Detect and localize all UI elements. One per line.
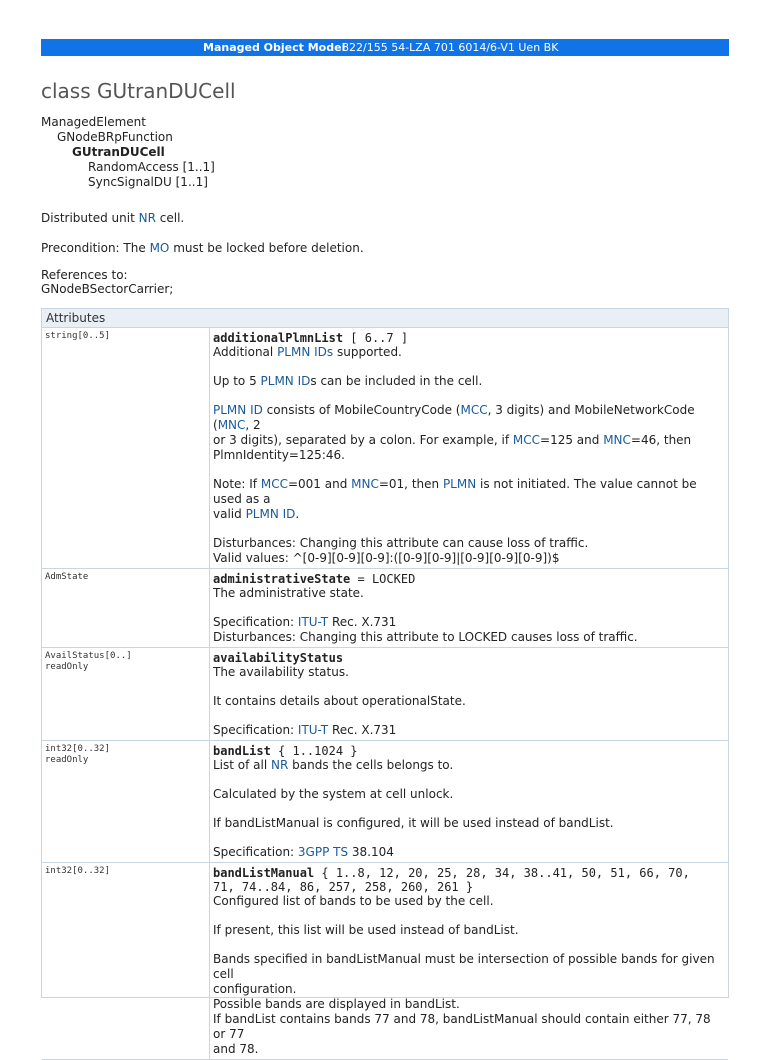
abbrev-link[interactable]: MNC — [603, 433, 631, 447]
text-line: If bandListManual is configured, it will be used instead of bandList. — [213, 816, 614, 830]
text-line — [213, 403, 722, 433]
text-line: configuration. — [213, 982, 297, 996]
text: =01, then — [378, 477, 443, 491]
text: Specification: — [213, 723, 298, 737]
text: =46, then — [630, 433, 692, 447]
attribute-type — [42, 863, 210, 1059]
text-line: Possible bands are displayed in bandList. — [213, 997, 460, 1011]
attribute-type — [42, 741, 210, 862]
text: Distributed unit — [41, 211, 139, 225]
attribute-default: = LOCKED — [350, 572, 416, 586]
attribute-signature — [213, 572, 722, 586]
table-row — [42, 648, 728, 741]
text: Additional — [213, 345, 278, 359]
type-text: string[0..5] — [45, 331, 111, 341]
text: List of all — [213, 758, 272, 772]
text: Precondition: The — [41, 241, 150, 255]
references-label: References to: — [41, 268, 128, 282]
text: , 3 digits) and MobileNetworkCode ( — [213, 403, 695, 432]
type-modifier: readOnly — [45, 662, 89, 672]
table-row — [42, 741, 728, 863]
text-line: Valid values: ^[0-9][0-9][0-9]:([0-9][0-9]|[0-9][0-9][0-9])$ — [213, 551, 560, 565]
text-line — [213, 723, 722, 738]
text: is not initiated. The value cannot be used as a — [213, 477, 697, 506]
page-title: class GUtranDUCell — [41, 79, 236, 103]
text-line — [213, 615, 722, 630]
text-line: It contains details about operationalState. — [213, 694, 466, 708]
text: Note: If — [213, 477, 261, 491]
text-line — [213, 845, 722, 860]
references-value[interactable]: GNodeBSectorCarrier; — [41, 282, 174, 296]
text-line — [213, 507, 722, 522]
abbrev-link[interactable]: PLMN IDs — [277, 345, 334, 359]
attribute-range: [ 6..7 ] — [343, 331, 409, 345]
abbrev-link[interactable]: MCC — [260, 477, 288, 491]
attribute-signature — [213, 651, 722, 665]
type-text[interactable]: AvailStatus[0..] — [45, 651, 132, 661]
attribute-name: availabilityStatus — [213, 651, 344, 665]
text: =125 and — [540, 433, 604, 447]
text: =001 and — [287, 477, 352, 491]
text: supported. — [333, 345, 402, 359]
attribute-description — [210, 328, 728, 568]
text: valid — [213, 507, 246, 521]
attribute-type — [42, 328, 210, 568]
attribute-name: administrativeState — [213, 572, 351, 586]
text: 38.104 — [348, 845, 394, 859]
text: or 3 digits), separated by a colon. For example, if — [213, 433, 513, 447]
hierarchy-item[interactable]: ManagedElement — [41, 115, 146, 129]
banner-title: Managed Object Model — [203, 41, 346, 54]
table-row — [42, 328, 728, 569]
attribute-description — [210, 648, 728, 740]
abbrev-link[interactable]: NR — [271, 758, 289, 772]
attribute-signature — [213, 744, 722, 758]
hierarchy-item[interactable]: RandomAccess [1..1] — [88, 160, 215, 174]
banner-doc-number: 822/155 54-LZA 701 6014/6-V1 Uen BK — [342, 41, 559, 54]
abbrev-link[interactable]: MCC — [460, 403, 488, 417]
text: . — [295, 507, 300, 521]
type-modifier: readOnly — [45, 755, 89, 765]
text-line: If bandList contains bands 77 and 78, bandListManual should contain either 77, 78 or 77 — [213, 1012, 711, 1041]
text: Specification: — [213, 615, 298, 629]
abbrev-link[interactable]: ITU-T — [297, 723, 329, 737]
text: must be locked before deletion. — [169, 241, 364, 255]
attribute-name: bandList — [213, 744, 271, 758]
abbrev-link[interactable]: PLMN ID — [213, 403, 263, 417]
attribute-range: 71, 74..84, 86, 257, 258, 260, 261 } — [213, 880, 474, 894]
text-line: Disturbances: Changing this attribute can cause loss of traffic. — [213, 536, 589, 550]
text-line: The administrative state. — [213, 586, 364, 600]
description — [41, 211, 184, 226]
text: Rec. X.731 — [328, 723, 397, 737]
attribute-name: additionalPlmnList — [213, 331, 344, 345]
hierarchy-item[interactable]: GNodeBRpFunction — [57, 130, 173, 144]
text: cell. — [155, 211, 185, 225]
text-line — [213, 345, 722, 360]
abbrev-link[interactable]: MO — [149, 241, 170, 255]
text-line: PlmnIdentity=125:46. — [213, 448, 345, 462]
type-text: int32[0..32] — [45, 866, 111, 876]
text: bands the cells belongs to. — [288, 758, 454, 772]
abbrev-link[interactable]: PLMN ID — [260, 374, 311, 388]
text-line: Configured list of bands to be used by the cell. — [213, 894, 494, 908]
text: s can be included in the cell. — [310, 374, 483, 388]
precondition — [41, 241, 364, 256]
abbrev-link[interactable]: PLMN — [442, 477, 477, 491]
text: , 2 — [245, 418, 261, 432]
attribute-description — [210, 569, 728, 647]
abbrev-link[interactable]: ITU-T — [297, 615, 329, 629]
text-line: Calculated by the system at cell unlock. — [213, 787, 454, 801]
text-line: If present, this list will be used instead of bandList. — [213, 923, 519, 937]
hierarchy-item[interactable]: SyncSignalDU [1..1] — [88, 175, 208, 189]
header-banner — [41, 39, 729, 56]
attribute-name: bandListManual — [213, 866, 315, 880]
attribute-description — [210, 741, 728, 862]
attribute-signature — [213, 331, 722, 345]
attribute-range: { 1..8, 12, 20, 25, 28, 34, 38..41, 50, 51, 66, 70, — [314, 866, 690, 880]
abbrev-link[interactable]: MCC — [512, 433, 541, 447]
abbrev-link[interactable]: 3GPP TS — [297, 845, 349, 859]
table-row — [42, 863, 728, 1060]
abbrev-link[interactable]: NR — [138, 211, 156, 225]
type-text: int32[0..32] — [45, 744, 111, 754]
table-row — [42, 569, 728, 648]
attribute-range: { 1..1024 } — [270, 744, 358, 758]
attributes-header: Attributes — [42, 309, 728, 328]
attributes-table — [41, 308, 729, 1056]
text-line: Bands specified in bandListManual must be intersection of possible bands for given cell — [213, 952, 715, 981]
text-line — [213, 758, 722, 773]
abbrev-link[interactable]: MNC — [351, 477, 379, 491]
text: Rec. X.731 — [328, 615, 397, 629]
abbrev-link[interactable]: PLMN ID — [245, 507, 296, 521]
class-hierarchy — [41, 115, 215, 190]
abbrev-link[interactable]: MNC — [217, 418, 246, 432]
attribute-description — [210, 863, 728, 1059]
text-line: Disturbances: Changing this attribute to LOCKED causes loss of traffic. — [213, 630, 638, 644]
text: consists of MobileCountryCode ( — [262, 403, 461, 417]
text: Specification: — [213, 845, 298, 859]
text-line: and 78. — [213, 1042, 259, 1056]
text-line — [213, 477, 722, 507]
text-line — [213, 433, 722, 448]
attribute-signature — [213, 866, 722, 894]
attribute-type — [42, 569, 210, 647]
attribute-type — [42, 648, 210, 740]
hierarchy-item-current: GUtranDUCell — [72, 145, 165, 159]
text-line — [213, 374, 722, 389]
text: Up to 5 — [213, 374, 261, 388]
text-line: The availability status. — [213, 665, 349, 679]
type-text[interactable]: AdmState — [45, 572, 89, 582]
